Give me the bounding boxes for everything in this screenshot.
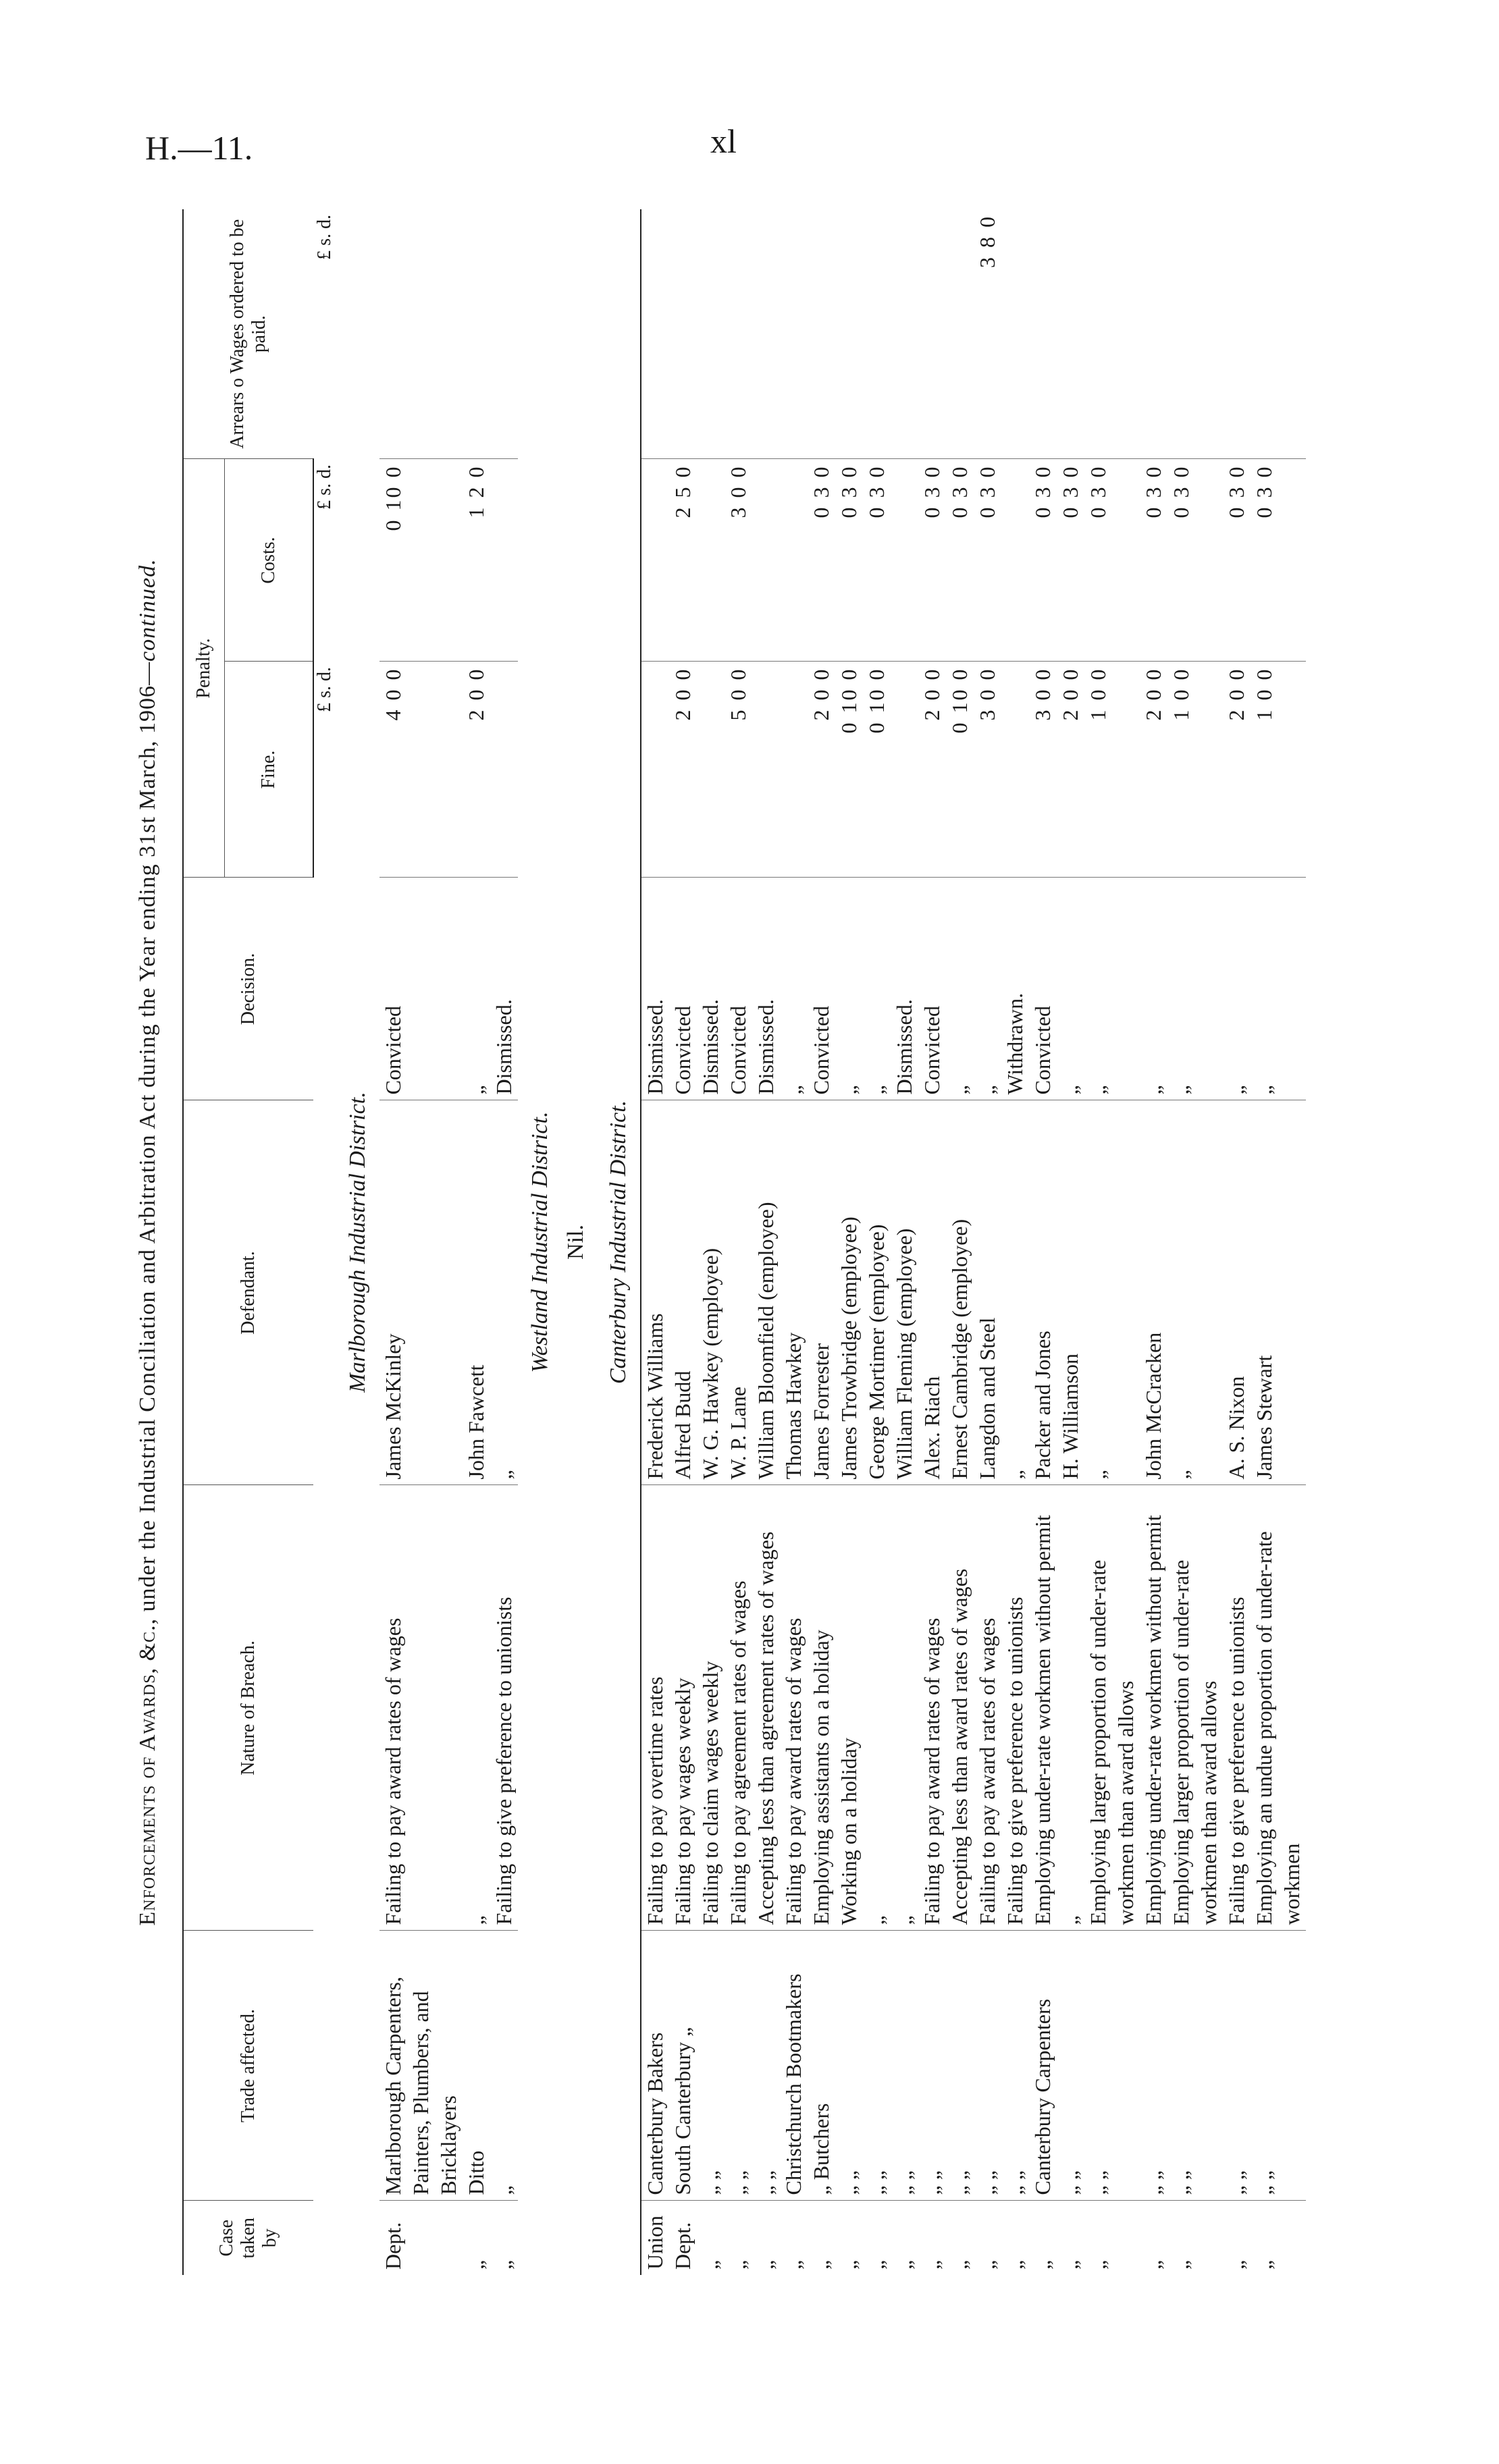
cell-case: „: [697, 2201, 725, 2275]
cell-decision: „: [1167, 878, 1223, 1100]
cell-nature: Employing an undue proportion of under-rate workmen: [1251, 1485, 1306, 1931]
cell-arrears: [1167, 209, 1223, 459]
table-row: [863, 209, 891, 2275]
cell-fine: [697, 662, 725, 878]
cell-costs: 0 3 0: [1223, 459, 1251, 662]
cell-arrears: [780, 209, 808, 459]
cell-decision: „: [863, 878, 891, 1100]
cell-trade: „ „: [1084, 1931, 1140, 2201]
cell-decision: Convicted: [1029, 878, 1057, 1100]
cell-fine: 0 10 0: [835, 662, 863, 878]
cell-arrears: [725, 209, 752, 459]
cell-nature: Failing to pay award rates of wages: [379, 1485, 463, 1931]
cell-fine: 1 0 0: [1084, 662, 1140, 878]
cell-costs: 3 0 0: [725, 459, 752, 662]
cell-fine: 0 10 0: [863, 662, 891, 878]
cell-defendant: A. S. Nixon: [1223, 1100, 1251, 1485]
cell-fine: 1 0 0: [1167, 662, 1223, 878]
cell-decision: Dismissed.: [697, 878, 725, 1100]
section-westland: Westland Industrial District.: [527, 1111, 552, 1373]
cell-defendant: W. G. Hawkey (employee): [697, 1100, 725, 1485]
cell-arrears: 3 8 0: [975, 214, 999, 268]
cell-nature: „: [1057, 1485, 1084, 1931]
cell-costs: 0 3 0: [974, 459, 1001, 662]
cell-trade: „ Butchers: [808, 1931, 835, 2201]
cell-defendant: James Stewart: [1251, 1100, 1306, 1485]
cell-decision: Convicted: [725, 878, 752, 1100]
cell-decision: Dismissed.: [752, 878, 780, 1100]
cell-case: „: [891, 2201, 918, 2275]
rotated-table-region: [135, 209, 1377, 2275]
cell-trade: Canterbury Bakers: [641, 1931, 669, 2201]
cell-nature: Employing under-rate workmen without permit: [1140, 1485, 1167, 1931]
cell-defendant: Langdon and Steel: [974, 1100, 1001, 1485]
table-row: [1057, 209, 1084, 2275]
table-row: [1140, 209, 1167, 2275]
cell-fine: 1 0 0: [1251, 662, 1306, 878]
cell-arrears: [918, 209, 946, 459]
cell-nature: Employing larger proportion of under-rate workmen than award allows: [1167, 1485, 1223, 1931]
cell-fine: 3 0 0: [1029, 662, 1057, 878]
col-arrears: Arrears o Wages ordered to be paid.: [183, 209, 313, 459]
table-row: [1084, 209, 1140, 2275]
cell-defendant: H. Williamson: [1057, 1100, 1084, 1485]
cell-nature: Failing to pay award rates of wages: [974, 1485, 1001, 1931]
table-row: [1029, 209, 1057, 2275]
table-row: [463, 209, 490, 2275]
col-costs: Costs.: [225, 459, 314, 662]
table-row: [669, 209, 697, 2275]
cell-nature: „: [463, 1485, 490, 1931]
title-continued: continued.: [135, 558, 160, 662]
cell-arrears: [1057, 209, 1084, 459]
cell-costs: 0 3 0: [1251, 459, 1306, 662]
cell-decision: „: [1140, 878, 1167, 1100]
cell-defendant: „: [1084, 1100, 1140, 1485]
cell-case: „: [1251, 2201, 1306, 2275]
table-title: [135, 209, 169, 2275]
cell-fine: 2 0 0: [463, 662, 490, 878]
cell-arrears: [835, 209, 863, 459]
cell-costs: 1 2 0: [463, 459, 490, 662]
cell-trade: „ „: [697, 1931, 725, 2201]
cell-defendant: Alex. Riach: [918, 1100, 946, 1485]
cell-defendant: James Forrester: [808, 1100, 835, 1485]
cell-nature: Accepting less than agreement rates of wages: [752, 1485, 780, 1931]
cell-nature: Failing to pay award rates of wages: [918, 1485, 946, 1931]
cell-decision: „: [1084, 878, 1140, 1100]
cell-defendant: W. P. Lane: [725, 1100, 752, 1485]
table-row: [697, 209, 725, 2275]
cell-nature: „: [863, 1485, 891, 1931]
cell-costs: [891, 459, 918, 662]
cell-case: Dept.: [669, 2201, 697, 2275]
section-westland-nil: Nil.: [563, 1225, 588, 1260]
cell-case: „: [1223, 2201, 1251, 2275]
cell-arrears: [891, 209, 918, 459]
cell-case: Dept.: [379, 2201, 463, 2275]
cell-trade: „ „: [1251, 1931, 1306, 2201]
cell-case: „: [1057, 2201, 1084, 2275]
cell-costs: 0 3 0: [808, 459, 835, 662]
cell-costs: [490, 459, 518, 662]
cell-costs: 0 10 0: [379, 459, 463, 662]
cell-trade: „ „: [752, 1931, 780, 2201]
cell-nature: Failing to pay award rates of wages: [780, 1485, 808, 1931]
cell-defendant: „: [1001, 1100, 1029, 1485]
cell-arrears: [490, 209, 518, 459]
table-row: [974, 209, 1001, 2275]
cell-trade: „ „: [1167, 1931, 1223, 2201]
cell-decision: Dismissed.: [490, 878, 518, 1100]
cell-decision: Dismissed.: [891, 878, 918, 1100]
cell-arrears: [697, 209, 725, 459]
cell-decision: „: [835, 878, 863, 1100]
cell-arrears: [1029, 209, 1057, 459]
cell-case: Union: [641, 2201, 669, 2275]
cell-trade: „ „: [1223, 1931, 1251, 2201]
cell-defendant: „: [1167, 1100, 1223, 1485]
cell-costs: [780, 459, 808, 662]
arrears-units: £ s. d.: [313, 214, 335, 260]
cell-decision: „: [463, 878, 490, 1100]
cell-nature: Failing to pay overtime rates: [641, 1485, 669, 1931]
col-trade: Trade affected.: [183, 1931, 313, 2201]
cell-nature: Failing to give preference to unionists: [1223, 1485, 1251, 1931]
cell-costs: 0 3 0: [1140, 459, 1167, 662]
cell-decision: „: [974, 878, 1001, 1100]
cell-arrears: [641, 209, 669, 459]
cell-nature: Failing to claim wages weekly: [697, 1485, 725, 1931]
cell-arrears: [379, 209, 463, 459]
table-row: [891, 209, 918, 2275]
cell-decision: Withdrawn.: [1001, 878, 1029, 1100]
cell-costs: 0 3 0: [835, 459, 863, 662]
table-row: [1223, 209, 1251, 2275]
table-body: [336, 209, 1306, 2275]
cell-nature: Working on a holiday: [835, 1485, 863, 1931]
cell-fine: 2 0 0: [1057, 662, 1084, 878]
cell-case: „: [1029, 2201, 1057, 2275]
cell-decision: Convicted: [379, 878, 463, 1100]
cell-arrears: [808, 209, 835, 459]
table-row: [808, 209, 835, 2275]
cell-trade: South Canterbury „: [669, 1931, 697, 2201]
cell-costs: [752, 459, 780, 662]
cell-decision: „: [1251, 878, 1306, 1100]
cell-defendant: George Mortimer (employee): [863, 1100, 891, 1485]
table-row: [725, 209, 752, 2275]
cell-fine: 2 0 0: [1140, 662, 1167, 878]
cell-case: „: [463, 2201, 490, 2275]
cell-arrears: [1251, 209, 1306, 459]
cell-decision: Dismissed.: [641, 878, 669, 1100]
cell-defendant: James Trowbridge (employee): [835, 1100, 863, 1485]
cell-decision: „: [1057, 878, 1084, 1100]
cell-trade: „ „: [863, 1931, 891, 2201]
cell-defendant: Frederick Williams: [641, 1100, 669, 1485]
cell-trade: „ „: [891, 1931, 918, 2201]
col-nature: Nature of Breach.: [183, 1485, 313, 1931]
cell-fine: 3 0 0: [974, 662, 1001, 878]
table-row: [1001, 209, 1029, 2275]
title-middle: under the Industrial Conciliation and Arbitration Act during the Year ending 31st March, 1906—: [135, 661, 160, 1618]
cell-trade: „ „: [974, 1931, 1001, 2201]
cell-nature: Failing to pay wages weekly: [669, 1485, 697, 1931]
cell-trade: Christchurch Bootmakers: [780, 1931, 808, 2201]
cell-defendant: John Fawcett: [463, 1100, 490, 1485]
cell-nature: Employing under-rate workmen without permit: [1029, 1485, 1057, 1931]
col-case: Case taken by: [183, 2201, 313, 2275]
page-number: xl: [710, 122, 737, 160]
cell-defendant: Thomas Hawkey: [780, 1100, 808, 1485]
cell-costs: 0 3 0: [1167, 459, 1223, 662]
cell-trade: „ „: [1001, 1931, 1029, 2201]
page-code: H.—11.: [145, 129, 253, 167]
cell-nature: Failing to give preference to unionists: [490, 1485, 518, 1931]
cell-nature: „: [891, 1485, 918, 1931]
cell-arrears: [463, 209, 490, 459]
cell-fine: 2 0 0: [918, 662, 946, 878]
cell-costs: [1001, 459, 1029, 662]
cell-case: „: [752, 2201, 780, 2275]
cell-trade: „ „: [918, 1931, 946, 2201]
cell-case: „: [1084, 2201, 1140, 2275]
cell-case: „: [946, 2201, 974, 2275]
cell-fine: [780, 662, 808, 878]
cell-case: „: [918, 2201, 946, 2275]
cell-defendant: James McKinley: [379, 1100, 463, 1485]
cell-nature: Failing to pay agreement rates of wages: [725, 1485, 752, 1931]
cell-trade: Canterbury Carpenters: [1029, 1931, 1057, 2201]
cell-fine: 2 0 0: [669, 662, 697, 878]
cell-costs: 0 3 0: [863, 459, 891, 662]
col-penalty: Penalty.: [183, 459, 225, 878]
table-row: [490, 209, 518, 2275]
col-decision: Decision.: [183, 878, 313, 1100]
cell-case: „: [490, 2201, 518, 2275]
cell-trade: Ditto: [463, 1931, 490, 2201]
cell-fine: 5 0 0: [725, 662, 752, 878]
cell-decision: Convicted: [669, 878, 697, 1100]
cell-trade: „ „: [946, 1931, 974, 2201]
cell-defendant: Ernest Cambridge (employee): [946, 1100, 974, 1485]
cell-defendant: Alfred Budd: [669, 1100, 697, 1485]
table-row: [918, 209, 946, 2275]
fine-units: £ s. d.: [314, 667, 335, 712]
cell-trade: „ „: [835, 1931, 863, 2201]
cell-fine: [641, 662, 669, 878]
cell-decision: Convicted: [808, 878, 835, 1100]
cell-costs: 0 3 0: [1057, 459, 1084, 662]
col-fine: Fine.: [225, 662, 314, 878]
cell-decision: „: [1223, 878, 1251, 1100]
cell-costs: 0 3 0: [1029, 459, 1057, 662]
cell-decision: Convicted: [918, 878, 946, 1100]
cell-case: „: [808, 2201, 835, 2275]
cell-arrears: [863, 209, 891, 459]
cell-fine: [1001, 662, 1029, 878]
cell-nature: Employing larger proportion of under-rate workmen than award allows: [1084, 1485, 1140, 1931]
cell-nature: Failing to give preference to unionists: [1001, 1485, 1029, 1931]
cell-fine: 0 10 0: [946, 662, 974, 878]
section-canterbury: Canterbury Industrial District.: [606, 1100, 631, 1385]
cell-costs: 0 3 0: [918, 459, 946, 662]
cell-costs: 2 5 0: [669, 459, 697, 662]
cell-defendant: „: [490, 1100, 518, 1485]
cell-arrears: [752, 209, 780, 459]
table-row: [641, 209, 669, 2275]
cell-case: „: [974, 2201, 1001, 2275]
page-header: [0, 0, 1499, 203]
cell-costs: 0 3 0: [1084, 459, 1140, 662]
table-row: [946, 209, 974, 2275]
cell-nature: Employing assistants on a holiday: [808, 1485, 835, 1931]
cell-arrears: [1084, 209, 1140, 459]
cell-trade: Marlborough Carpenters, Painters, Plumbers, and Bricklayers: [379, 1931, 463, 2201]
title-caps: Enforcements of Awards, &c.,: [135, 1617, 160, 1926]
cell-fine: [891, 662, 918, 878]
cell-nature: Accepting less than award rates of wages: [946, 1485, 974, 1931]
cell-trade: „: [490, 1931, 518, 2201]
cell-arrears: [946, 209, 974, 459]
cell-case: „: [863, 2201, 891, 2275]
cell-fine: 2 0 0: [808, 662, 835, 878]
cell-defendant: William Bloomfield (employee): [752, 1100, 780, 1485]
cell-case: „: [1001, 2201, 1029, 2275]
cell-fine: 4 0 0: [379, 662, 463, 878]
cell-case: „: [1167, 2201, 1223, 2275]
cell-costs: [697, 459, 725, 662]
cell-defendant: John McCracken: [1140, 1100, 1167, 1485]
cell-case: „: [1140, 2201, 1167, 2275]
cell-fine: [752, 662, 780, 878]
cell-arrears: [1223, 209, 1251, 459]
cell-defendant: William Fleming (employee): [891, 1100, 918, 1485]
cell-decision: „: [946, 878, 974, 1100]
cell-trade: „ „: [1140, 1931, 1167, 2201]
cell-fine: [490, 662, 518, 878]
table-row: [379, 209, 463, 2275]
cell-case: „: [725, 2201, 752, 2275]
cell-case: „: [780, 2201, 808, 2275]
section-marlborough: Marlborough Industrial District.: [345, 1092, 370, 1393]
table-row: [752, 209, 780, 2275]
cell-arrears: [669, 209, 697, 459]
cell-decision: „: [780, 878, 808, 1100]
col-defendant: Defendant.: [183, 1100, 313, 1485]
cell-fine: 2 0 0: [1223, 662, 1251, 878]
table-row: [1251, 209, 1306, 2275]
cell-trade: „ „: [725, 1931, 752, 2201]
cell-case: „: [835, 2201, 863, 2275]
cell-trade: „ „: [1057, 1931, 1084, 2201]
table-row: [835, 209, 863, 2275]
cell-defendant: Packer and Jones: [1029, 1100, 1057, 1485]
table-row: [1167, 209, 1223, 2275]
costs-units: £ s. d.: [314, 464, 335, 510]
cell-costs: [641, 459, 669, 662]
table-row: [780, 209, 808, 2275]
cell-costs: 0 3 0: [946, 459, 974, 662]
cell-arrears: [1001, 209, 1029, 459]
enforcements-table: [182, 209, 1306, 2275]
cell-arrears: [1140, 209, 1167, 459]
